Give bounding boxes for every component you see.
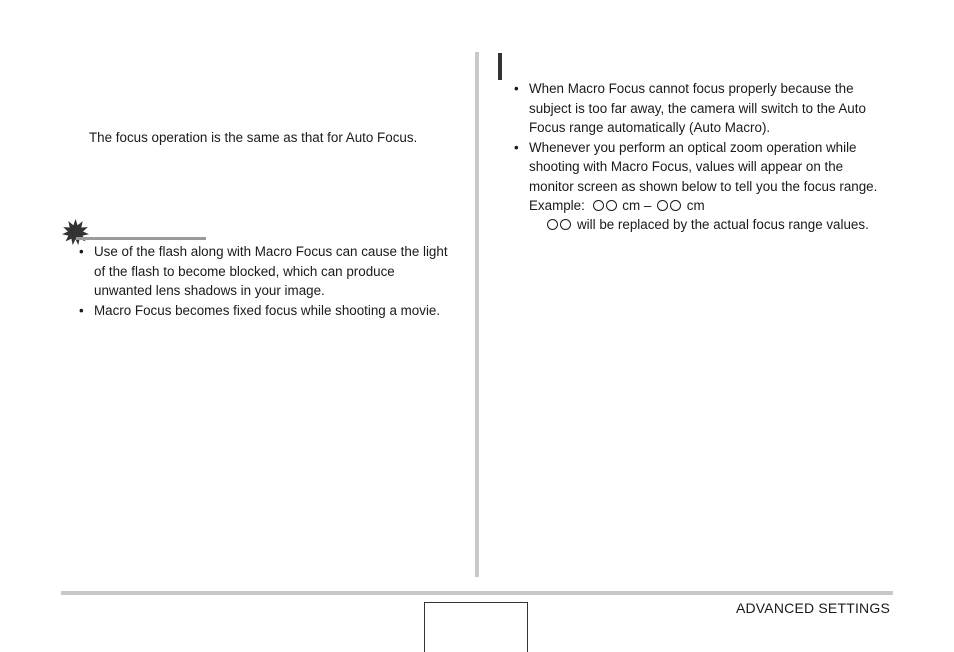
intro-text: The focus operation is the same as that for Auto Focus. [89,130,418,145]
note-line: subject is too far away, the camera will switch to the Auto [529,100,866,116]
example-label: Example: [529,198,585,213]
note-zoom-range [514,138,877,197]
note-line: of the flash to become blocked, which can produce [94,263,395,279]
note-line: • Whenever you perform an optical zoom operation while [529,139,857,155]
placeholder-circle-icon [670,200,681,211]
example-unit-to: cm [686,198,705,213]
note-line: unwanted lens shadows in your image. [94,283,325,298]
note-line: • Macro Focus becomes fixed focus while shooting a movie. [94,302,441,318]
placeholder-circle-icon [593,200,604,211]
notes-list [514,79,877,196]
example-unit-from: cm – [622,198,652,213]
replacement-note-text: will be replaced by the actual focus range values. [577,217,869,232]
important-note-2 [79,301,448,321]
placeholder-circle-icon [606,200,617,211]
note-line: monitor screen as shown below to tell you the focus range. [529,178,878,194]
placeholder-circle-icon [547,219,558,230]
placeholder-circle-icon [657,200,668,211]
example-line [529,196,705,216]
note-line: Focus range automatically (Auto Macro). [529,120,771,135]
section-label: ADVANCED SETTINGS [735,600,890,616]
column-divider [475,52,479,577]
note-auto-macro [514,79,877,138]
important-heading-bar [76,237,206,240]
important-notes-list [79,242,448,320]
note-line: • When Macro Focus cannot focus properly because the [529,81,854,96]
placeholder-circle-icon [560,219,571,230]
page-number-box [424,602,528,652]
important-note-1 [79,242,448,301]
note-line: shooting with Macro Focus, values will appear on the [529,159,844,174]
footer-rule [61,591,893,595]
section-marker [498,53,502,80]
replacement-note [547,215,869,235]
note-line: • Use of the flash along with Macro Focus can cause the light [94,244,448,259]
